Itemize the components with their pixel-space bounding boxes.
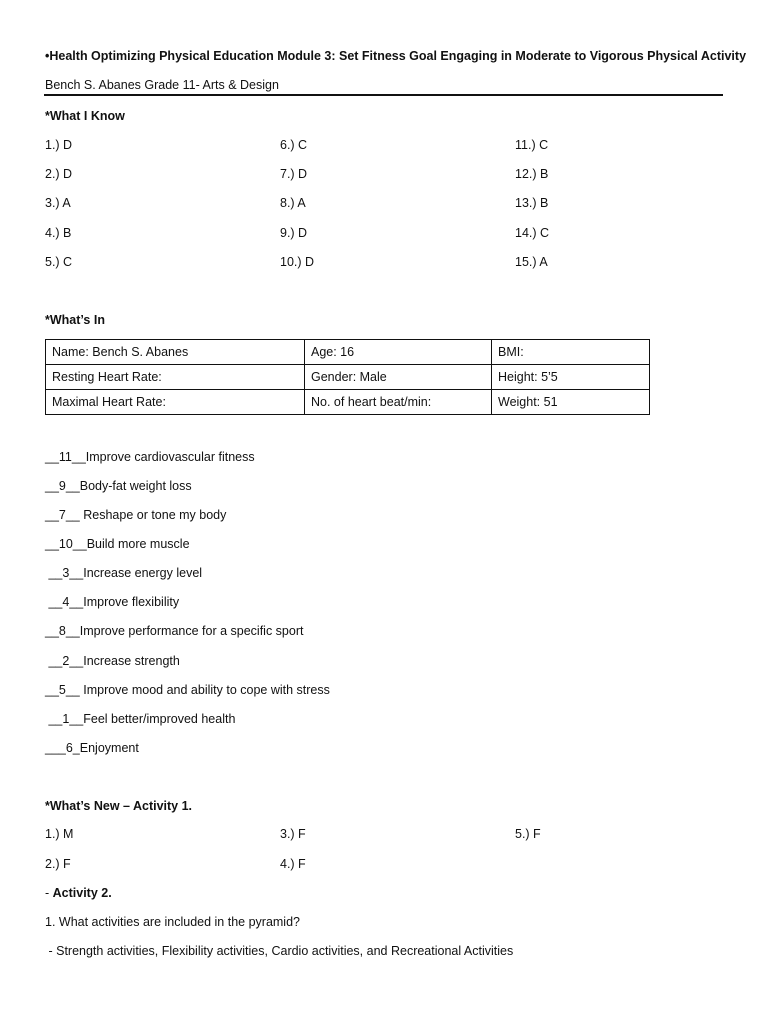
goal-item: __5__ Improve mood and ability to cope with stress (45, 683, 330, 697)
goal-item: __7__ Reshape or tone my body (45, 508, 227, 522)
table-cell: Age: 16 (305, 340, 492, 365)
answer-item: 15.) A (515, 255, 548, 269)
answer-1: - Strength activities, Flexibility activities, Cardio activities, and Recreational Activities (45, 944, 514, 958)
table-row (46, 390, 650, 415)
table-cell: Gender: Male (305, 365, 492, 390)
profile-table (45, 339, 650, 415)
answer-item: 11.) C (515, 138, 549, 152)
header-rule (44, 94, 723, 96)
answer-item: 12.) B (515, 167, 549, 181)
answer-item: 3.) F (280, 827, 306, 841)
goal-item: __1__Feel better/improved health (45, 712, 236, 726)
goal-item: __10__Build more muscle (45, 537, 190, 551)
answer-item: 5.) C (45, 255, 73, 269)
answer-item: 14.) C (515, 226, 550, 240)
answer-item: 6.) C (280, 138, 308, 152)
table-cell: Height: 5’5 (492, 365, 650, 390)
table-cell: Name: Bench S. Abanes (46, 340, 305, 365)
table-row (46, 340, 650, 365)
answer-item: 4.) B (45, 226, 72, 240)
answer-item: 10.) D (280, 255, 315, 269)
table-cell: No. of heart beat/min: (305, 390, 492, 415)
activity2-prefix: - (45, 886, 53, 900)
goal-item: __8__Improve performance for a specific sport (45, 624, 304, 638)
author-line: Bench S. Abanes Grade 11- Arts & Design (45, 78, 279, 92)
table-cell: Weight: 51 (492, 390, 650, 415)
answer-item: 1.) D (45, 138, 73, 152)
table-cell: Resting Heart Rate: (46, 365, 305, 390)
answer-item: 2.) D (45, 167, 73, 181)
goal-item: __4__Improve flexibility (45, 595, 180, 609)
answer-item: 9.) D (280, 226, 308, 240)
answer-item: 8.) A (280, 196, 306, 210)
answer-item: 1.) M (45, 827, 74, 841)
goal-item: __3__Increase energy level (45, 566, 203, 580)
goal-item: __11__Improve cardiovascular fitness (45, 450, 255, 464)
question-1: 1. What activities are included in the pyramid? (45, 915, 300, 929)
table-cell: BMI: (492, 340, 650, 365)
answer-item: 4.) F (280, 857, 306, 871)
answer-item: 7.) D (280, 167, 308, 181)
answer-item: 5.) F (515, 827, 541, 841)
document-title: •Health Optimizing Physical Education Module 3: Set Fitness Goal Engaging in Moderate to Vigorous Physical Activity (45, 49, 747, 63)
goal-item: __2__Increase strength (45, 654, 180, 668)
goal-item: ___6_Enjoyment (45, 741, 139, 755)
answer-item: 2.) F (45, 857, 71, 871)
what-i-know-heading: *What I Know (45, 109, 125, 123)
goal-item: __9__Body-fat weight loss (45, 479, 192, 493)
whats-new-heading: *What’s New – Activity 1. (45, 799, 193, 813)
table-cell: Maximal Heart Rate: (46, 390, 305, 415)
activity2-label: Activity 2. (52, 886, 112, 900)
table-row (46, 365, 650, 390)
answer-item: 13.) B (515, 196, 549, 210)
whats-in-heading: *What’s In (45, 313, 105, 327)
answer-item: 3.) A (45, 196, 71, 210)
activity2-heading (45, 885, 112, 901)
